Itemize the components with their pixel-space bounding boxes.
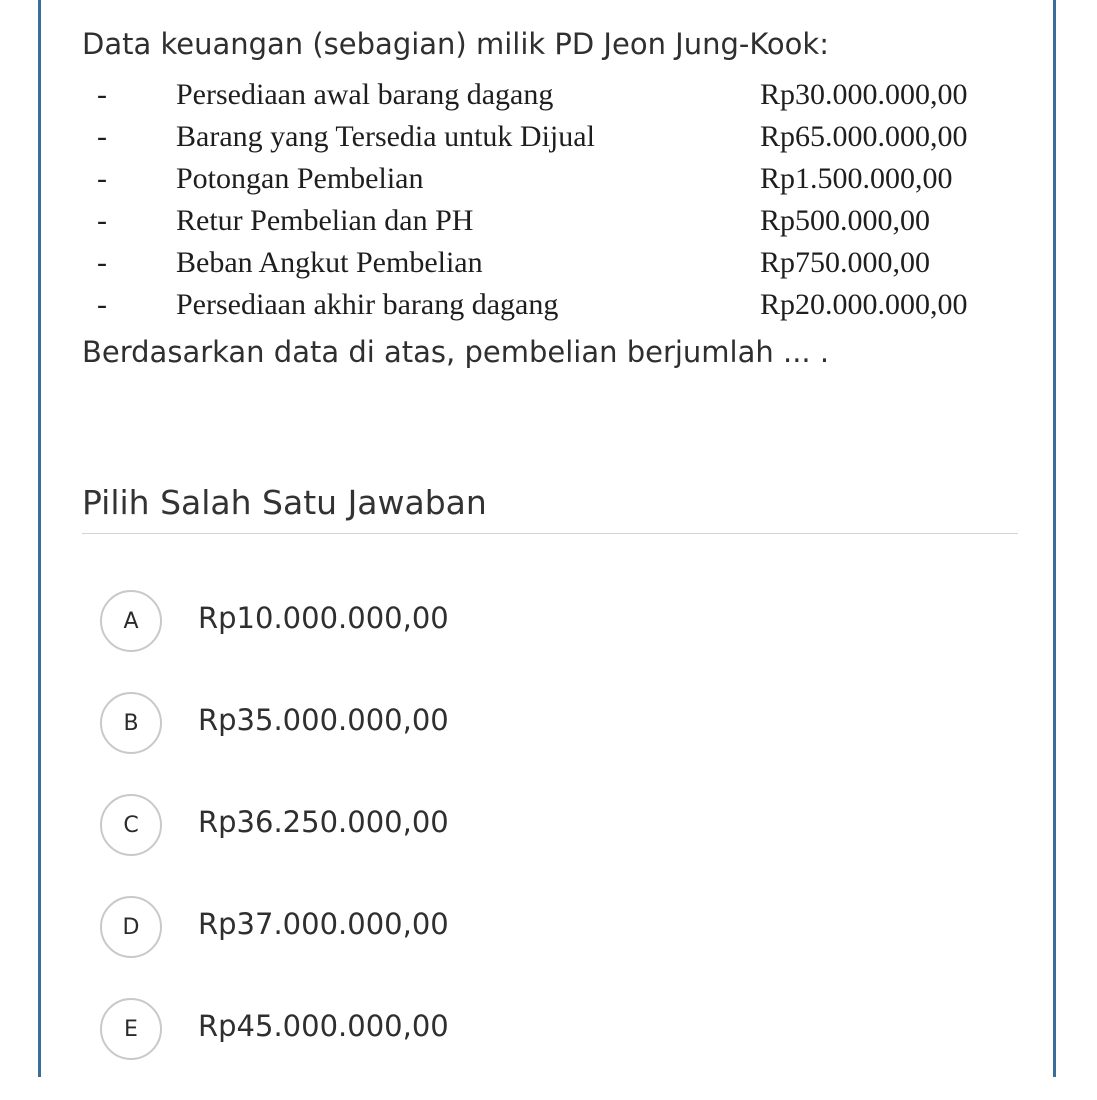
bullet-dash: - (97, 204, 107, 237)
section-divider (82, 533, 1018, 534)
option-text-a[interactable]: Rp10.000.000,00 (198, 601, 449, 635)
answer-option-b[interactable] (100, 692, 1000, 794)
data-row (92, 284, 1012, 326)
data-label: Barang yang Tersedia untuk Dijual (176, 120, 595, 153)
question-prompt: Berdasarkan data di atas, pembelian berjumlah ... . (82, 335, 830, 369)
data-label: Persediaan akhir barang dagang (176, 288, 559, 321)
option-text-b[interactable]: Rp35.000.000,00 (198, 703, 449, 737)
option-text-c[interactable]: Rp36.250.000,00 (198, 805, 449, 839)
answers-heading: Pilih Salah Satu Jawaban (82, 483, 487, 522)
data-row (92, 116, 1012, 158)
bullet-dash: - (97, 288, 107, 321)
option-radio-d[interactable]: D (100, 896, 162, 958)
data-row (92, 200, 1012, 242)
data-value: Rp20.000.000,00 (760, 288, 968, 321)
option-radio-a[interactable]: A (100, 590, 162, 652)
data-value: Rp65.000.000,00 (760, 120, 968, 153)
question-intro: Data keuangan (sebagian) milik PD Jeon Jung-Kook: (82, 27, 829, 61)
bullet-dash: - (97, 120, 107, 153)
answer-option-e[interactable] (100, 998, 1000, 1100)
data-label: Persediaan awal barang dagang (176, 78, 554, 111)
financial-data-list (92, 74, 1012, 326)
data-value: Rp1.500.000,00 (760, 162, 953, 195)
data-label: Retur Pembelian dan PH (176, 204, 474, 237)
data-row (92, 74, 1012, 116)
data-value: Rp30.000.000,00 (760, 78, 968, 111)
option-radio-b[interactable]: B (100, 692, 162, 754)
answer-option-a[interactable] (100, 590, 1000, 692)
bullet-dash: - (97, 246, 107, 279)
option-radio-e[interactable]: E (100, 998, 162, 1060)
answer-options (100, 590, 1000, 1100)
option-text-d[interactable]: Rp37.000.000,00 (198, 907, 449, 941)
data-value: Rp500.000,00 (760, 204, 931, 237)
bullet-dash: - (97, 162, 107, 195)
data-label: Potongan Pembelian (176, 162, 424, 195)
bullet-dash: - (97, 78, 107, 111)
option-radio-c[interactable]: C (100, 794, 162, 856)
answer-option-d[interactable] (100, 896, 1000, 998)
data-value: Rp750.000,00 (760, 246, 931, 279)
data-row (92, 158, 1012, 200)
option-text-e[interactable]: Rp45.000.000,00 (198, 1009, 449, 1043)
data-row (92, 242, 1012, 284)
data-label: Beban Angkut Pembelian (176, 246, 483, 279)
answer-option-c[interactable] (100, 794, 1000, 896)
